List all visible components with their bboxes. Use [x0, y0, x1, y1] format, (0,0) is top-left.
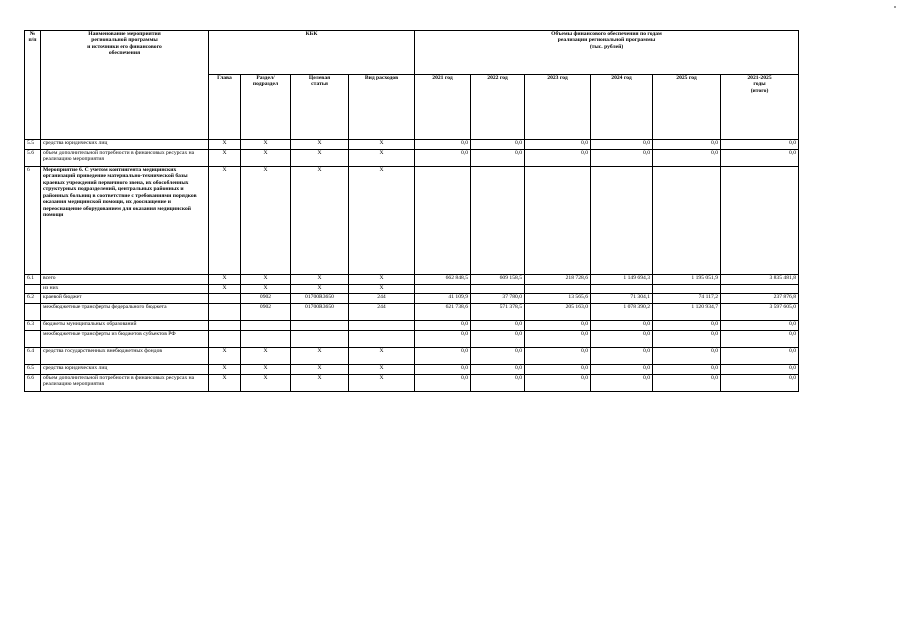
- cell-total: 3 597 605,0: [721, 304, 799, 321]
- table-row: [25, 149, 799, 166]
- cell-2022: [471, 284, 525, 294]
- cell-2022: [471, 167, 525, 275]
- cell-2025: 0,0: [653, 374, 721, 391]
- cell-2022: 609 158,5: [471, 275, 525, 285]
- table-row: [25, 294, 799, 304]
- cell-total: 0,0: [721, 348, 799, 365]
- cell-2021: 0,0: [415, 149, 471, 166]
- cell-statya: 01700R3650: [291, 304, 349, 321]
- table-row: [25, 365, 799, 375]
- cell-2025: 1 120 934,7: [653, 304, 721, 321]
- row-num: [25, 330, 41, 347]
- header-col-2024: 2024 год: [591, 74, 653, 139]
- header-col-statya: Целевая статья: [291, 74, 349, 139]
- row-name: межбюджетные трансферты федерального бюджета: [41, 304, 209, 321]
- cell-2025: 0,0: [653, 321, 721, 331]
- row-num: 6.3: [25, 321, 41, 331]
- cell-razdel: Х: [241, 275, 291, 285]
- cell-statya: Х: [291, 365, 349, 375]
- table-row: [25, 304, 799, 321]
- cell-2022: 0,0: [471, 149, 525, 166]
- cell-2025: 0,0: [653, 365, 721, 375]
- row-num: 5.6: [25, 149, 41, 166]
- row-name: средства юридических лиц: [41, 140, 209, 150]
- cell-glava: [209, 330, 241, 347]
- cell-total: 0,0: [721, 330, 799, 347]
- cell-2021: 0,0: [415, 365, 471, 375]
- cell-razdel: Х: [241, 167, 291, 275]
- row-num: 6.2: [25, 294, 41, 304]
- cell-razdel: [241, 321, 291, 331]
- header-name: Наименование мероприятия региональной программы и источники его финансового обеспечения: [41, 31, 209, 140]
- cell-razdel: Х: [241, 149, 291, 166]
- cell-2022: 37 780,0: [471, 294, 525, 304]
- cell-2021: [415, 167, 471, 275]
- header-col-2023: 2023 год: [525, 74, 591, 139]
- cell-2024: 0,0: [591, 348, 653, 365]
- cell-2021: 621 738,6: [415, 304, 471, 321]
- header-col-2022: 2022 год: [471, 74, 525, 139]
- cell-vid: Х: [349, 348, 415, 365]
- cell-vid: Х: [349, 365, 415, 375]
- cell-glava: Х: [209, 284, 241, 294]
- header-col-razdel: Раздел/ подраздел: [241, 74, 291, 139]
- header-volumes: Объемы финансового обеспечения по годам реализации региональной программы (тыс. рублей): [415, 31, 799, 75]
- cell-glava: [209, 304, 241, 321]
- cell-vid: Х: [349, 275, 415, 285]
- row-name: средства государственных внебюджетных фондов: [41, 348, 209, 365]
- cell-2022: 0,0: [471, 348, 525, 365]
- cell-glava: Х: [209, 275, 241, 285]
- table-row: [25, 284, 799, 294]
- cell-statya: Х: [291, 374, 349, 391]
- row-name: средства юридических лиц: [41, 365, 209, 375]
- scan-mark: [894, 6, 896, 8]
- cell-2023: 0,0: [525, 140, 591, 150]
- cell-2024: 71 304,1: [591, 294, 653, 304]
- row-num: 6.6: [25, 374, 41, 391]
- row-name: краевой бюджет: [41, 294, 209, 304]
- cell-glava: [209, 321, 241, 331]
- cell-2021: 0,0: [415, 321, 471, 331]
- table-row: [25, 140, 799, 150]
- cell-statya: Х: [291, 167, 349, 275]
- cell-total: 0,0: [721, 321, 799, 331]
- cell-2021: 41 109,9: [415, 294, 471, 304]
- row-num: 6.5: [25, 365, 41, 375]
- cell-vid: Х: [349, 167, 415, 275]
- cell-2023: [525, 167, 591, 275]
- cell-2024: 0,0: [591, 365, 653, 375]
- cell-2025: 0,0: [653, 330, 721, 347]
- cell-statya: Х: [291, 275, 349, 285]
- header-col-glava: Глава: [209, 74, 241, 139]
- row-name: межбюджетные трансферты из бюджетов субъектов РФ: [41, 330, 209, 347]
- cell-2023: 0,0: [525, 348, 591, 365]
- cell-glava: Х: [209, 149, 241, 166]
- cell-2022: 0,0: [471, 330, 525, 347]
- header-kbk: КБК: [209, 31, 415, 75]
- cell-2025: [653, 167, 721, 275]
- cell-vid: 244: [349, 304, 415, 321]
- cell-2022: 0,0: [471, 140, 525, 150]
- cell-2023: 0,0: [525, 365, 591, 375]
- cell-2024: 0,0: [591, 149, 653, 166]
- cell-2023: 0,0: [525, 330, 591, 347]
- row-name: Мероприятие 6. С учетом контингента медицинских организаций приведение материально-технической базы краевых учреждений первичного звена, их обособленных структурных подразделений, центральных районных и районных больниц в соответствие с требованиями порядков оказания медицинской помощи, их дооснащение и переоснащение оборудованием для оказания медицинской помощи: [41, 167, 209, 275]
- table-row: [25, 275, 799, 285]
- cell-2023: 0,0: [525, 374, 591, 391]
- table-row: [25, 348, 799, 365]
- row-num: 6: [25, 167, 41, 275]
- cell-total: 0,0: [721, 140, 799, 150]
- header-row-top: [25, 31, 799, 75]
- cell-vid: [349, 321, 415, 331]
- row-name: всего: [41, 275, 209, 285]
- cell-total: 0,0: [721, 149, 799, 166]
- cell-2025: 1 195 051,9: [653, 275, 721, 285]
- header-col-2021: 2021 год: [415, 74, 471, 139]
- cell-2021: 0,0: [415, 348, 471, 365]
- cell-razdel: Х: [241, 284, 291, 294]
- cell-2021: 0,0: [415, 330, 471, 347]
- cell-statya: Х: [291, 140, 349, 150]
- row-name: бюджеты муниципальных образований: [41, 321, 209, 331]
- cell-razdel: Х: [241, 348, 291, 365]
- cell-razdel: [241, 330, 291, 347]
- row-name: из них: [41, 284, 209, 294]
- cell-vid: Х: [349, 374, 415, 391]
- header-col-total: 2021-2025 годы (итого): [721, 74, 799, 139]
- cell-2023: 13 565,6: [525, 294, 591, 304]
- finance-table: [24, 30, 799, 392]
- cell-razdel: 0902: [241, 304, 291, 321]
- cell-2021: 0,0: [415, 140, 471, 150]
- cell-2021: 0,0: [415, 374, 471, 391]
- row-num: [25, 284, 41, 294]
- cell-2023: 0,0: [525, 149, 591, 166]
- cell-razdel: Х: [241, 374, 291, 391]
- cell-razdel: Х: [241, 365, 291, 375]
- cell-2022: 0,0: [471, 374, 525, 391]
- cell-total: 237 876,8: [721, 294, 799, 304]
- cell-statya: Х: [291, 348, 349, 365]
- cell-total: 3 835 481,8: [721, 275, 799, 285]
- cell-glava: Х: [209, 167, 241, 275]
- row-name: объем дополнительной потребности в финансовых ресурсах на реализацию мероприятия: [41, 374, 209, 391]
- cell-2024: 1 078 390,2: [591, 304, 653, 321]
- cell-statya: 01700R3650: [291, 294, 349, 304]
- cell-2024: 0,0: [591, 321, 653, 331]
- cell-razdel: Х: [241, 140, 291, 150]
- table-row: [25, 330, 799, 347]
- table-row: [25, 321, 799, 331]
- cell-2024: 1 149 694,3: [591, 275, 653, 285]
- cell-total: 0,0: [721, 365, 799, 375]
- cell-vid: Х: [349, 284, 415, 294]
- cell-2023: 218 728,6: [525, 275, 591, 285]
- cell-vid: Х: [349, 149, 415, 166]
- cell-statya: [291, 330, 349, 347]
- row-num: [25, 304, 41, 321]
- cell-glava: Х: [209, 374, 241, 391]
- cell-2023: 205 163,0: [525, 304, 591, 321]
- cell-2025: [653, 284, 721, 294]
- cell-glava: [209, 294, 241, 304]
- cell-2024: 0,0: [591, 374, 653, 391]
- cell-glava: Х: [209, 365, 241, 375]
- cell-vid: Х: [349, 140, 415, 150]
- cell-razdel: 0902: [241, 294, 291, 304]
- header-col-2025: 2025 год: [653, 74, 721, 139]
- cell-2025: 0,0: [653, 140, 721, 150]
- cell-2024: 0,0: [591, 330, 653, 347]
- cell-statya: [291, 321, 349, 331]
- cell-total: [721, 167, 799, 275]
- cell-total: 0,0: [721, 374, 799, 391]
- row-num: 6.1: [25, 275, 41, 285]
- table-row: [25, 167, 799, 275]
- cell-2022: 0,0: [471, 321, 525, 331]
- header-col-vid: Вид расходов: [349, 74, 415, 139]
- cell-statya: Х: [291, 149, 349, 166]
- cell-2022: 0,0: [471, 365, 525, 375]
- header-num: № п/п: [25, 31, 41, 140]
- row-name: объем дополнительной потребности в финансовых ресурсах на реализацию мероприятия: [41, 149, 209, 166]
- table-row: [25, 374, 799, 391]
- cell-2025: 0,0: [653, 149, 721, 166]
- cell-2024: [591, 167, 653, 275]
- cell-2024: [591, 284, 653, 294]
- row-num: 5.5: [25, 140, 41, 150]
- cell-2024: 0,0: [591, 140, 653, 150]
- cell-2025: 0,0: [653, 348, 721, 365]
- cell-glava: Х: [209, 348, 241, 365]
- cell-2022: 571 378,5: [471, 304, 525, 321]
- cell-statya: Х: [291, 284, 349, 294]
- cell-2023: 0,0: [525, 321, 591, 331]
- cell-glava: Х: [209, 140, 241, 150]
- row-num: 6.4: [25, 348, 41, 365]
- cell-2021: [415, 284, 471, 294]
- cell-total: [721, 284, 799, 294]
- cell-2025: 74 117,2: [653, 294, 721, 304]
- cell-2023: [525, 284, 591, 294]
- cell-2021: 662 848,5: [415, 275, 471, 285]
- cell-vid: [349, 330, 415, 347]
- cell-vid: 244: [349, 294, 415, 304]
